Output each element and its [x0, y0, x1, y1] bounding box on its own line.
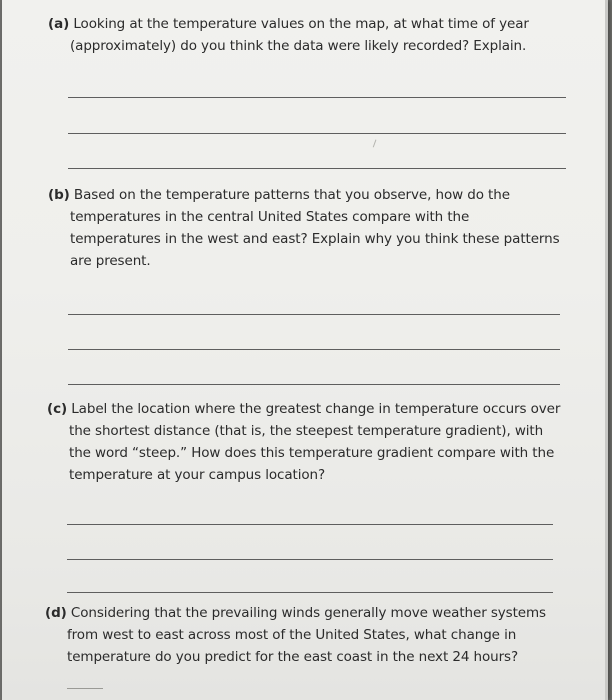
question-d-text-line-1: Considering that the prevailing winds generally move weather systems [70, 605, 546, 621]
answer-line-a-3[interactable] [68, 168, 566, 169]
question-c [47, 398, 560, 486]
answer-line-a-1[interactable] [68, 97, 566, 98]
question-b-text-line-1: Based on the temperature patterns that you observe, how do the [73, 187, 510, 203]
question-b-text-line-4: are present. [70, 253, 151, 269]
question-b [48, 184, 560, 272]
answer-line-c-1[interactable] [67, 524, 553, 525]
question-b-text-line-2: temperatures in the central United States compare with the [70, 209, 470, 225]
question-c-text-line-2: the shortest distance (that is, the steepest temperature gradient), with [69, 423, 544, 439]
worksheet-page [2, 0, 608, 700]
answer-line-b-3[interactable] [68, 384, 560, 385]
question-c-text-line-3: the word “steep.” How does this temperature gradient compare with the [69, 445, 555, 461]
question-d-text-line-3: temperature do you predict for the east coast in the next 24 hours? [67, 649, 519, 665]
answer-line-b-2[interactable] [68, 349, 560, 350]
question-b-label: (b) [48, 187, 70, 203]
question-a [48, 13, 529, 57]
question-c-text-line-1: Label the location where the greatest change in temperature occurs over [71, 401, 561, 417]
question-d-text-line-2: from west to east across most of the United States, what change in [67, 627, 517, 643]
question-d-label: (d) [45, 605, 67, 621]
question-a-label: (a) [48, 16, 70, 32]
question-c-label: (c) [47, 401, 68, 417]
question-b-text-line-3: temperatures in the west and east? Explain why you think these patterns [70, 231, 560, 247]
question-c-text-line-4: temperature at your campus location? [69, 467, 326, 483]
pencil-mark [373, 140, 379, 149]
answer-line-c-3[interactable] [67, 592, 553, 593]
answer-line-a-2[interactable] [68, 133, 566, 134]
question-a-text-line-2: (approximately) do you think the data were likely recorded? Explain. [70, 38, 527, 54]
question-a-text-line-1: Looking at the temperature values on the map, at what time of year [73, 16, 529, 32]
answer-line-b-1[interactable] [68, 314, 560, 315]
question-d [45, 602, 546, 668]
answer-line-d-1[interactable] [67, 688, 103, 689]
answer-line-c-2[interactable] [67, 559, 553, 560]
